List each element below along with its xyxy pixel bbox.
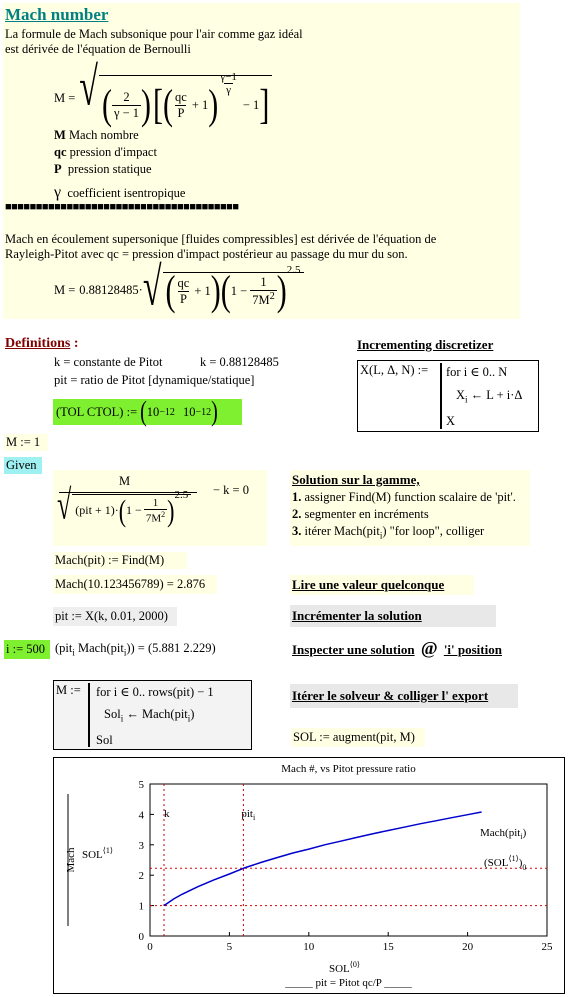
x-axis-label-2: _____ pit = Pitot qc/P _____ [285,977,412,989]
y-tick-label: 1 [138,900,144,913]
x-tick-label: 0 [147,941,153,953]
text: Mach nombre [68,128,139,142]
discretizer-return: X [446,414,456,428]
pit-assignment[interactable]: pit := X(k, 0.01, 2000) [53,607,177,626]
text: pression statique [67,162,152,176]
x-axis-label: $SOL^{⟨0⟩}$ [328,960,361,975]
den: P [177,106,185,120]
inspect-sub-1: i [72,647,75,658]
m-loop-return: Sol [96,733,113,747]
num: 1 [260,274,267,289]
discretizer-assign [456,388,522,405]
one-over-7m2 [250,275,277,308]
den: P [179,292,187,306]
num: qc [175,90,187,104]
inspect-sub-2: i [123,647,127,658]
num: 1 [152,497,159,509]
subsonic-formula [54,58,272,138]
one-minus: 1 − [230,284,248,298]
k-value: k = 0.88128485 [200,355,279,369]
den: γ − 1 [113,106,140,120]
den-sup: 2 [269,290,275,302]
incrementer-label: Incrémenter la solution [290,605,496,627]
at-symbol: @ [420,638,438,658]
super-line-1: Mach en écoulement supersonique [fluides compressibles] est dérivée de l'équation de [5,232,437,246]
find-definition[interactable]: Mach(pit) := Find(M) [53,552,187,569]
mach-curve [164,812,482,906]
def-gamma [54,184,185,202]
iterer-label: Itérer le solveur & colliger l' export [290,684,518,708]
inspect-mid: Mach(pit [74,641,124,655]
solution-panel [290,470,530,546]
solution-step-1 [292,490,516,505]
mach-chart [54,758,564,993]
sqrt [79,58,272,128]
formula2-lhs: M = [54,282,76,297]
solution-step-3 [292,524,484,541]
exponent [218,71,239,96]
formula2-coef: 0.88128485· [79,282,143,297]
step-number: 1. [292,490,302,504]
inspect-result: )) = (5.881 2.229) [126,641,216,655]
den: γ [226,84,232,96]
inspecter-label [292,638,502,659]
y-axis-label: Mach [65,847,77,873]
plus-one: + 1 [191,98,209,112]
def-qc [54,145,157,160]
formula-lhs: M = [54,90,76,105]
inspect-tail: 'i' position [443,642,502,657]
sym: qc [54,145,67,159]
sol-rhs-sub: i [187,713,191,724]
assign-rhs: ← L + i·Δ [470,388,523,402]
exponent: 2.5 [286,263,301,276]
radical-sign: √ [79,58,98,118]
minus-one: − 1 [242,98,260,112]
y-axis-label-2: $SOL^{⟨1⟩}$ [82,846,114,861]
section-title: Mach number [5,5,109,24]
colon: : [73,336,79,351]
plus-one: + 1 [194,284,211,298]
tolerance-assignment[interactable]: (TOL CTOL) := ( 10 −12 10 −12 ) [53,399,242,425]
assign-var: X [456,388,466,402]
m-loop-assign: Sol$_i$ ← Mach(pit$_i$) [104,707,195,724]
step-tail: ) "for loop", colliger [382,524,485,538]
program-bar [88,683,90,747]
qc-over-p [173,90,189,121]
incrementing-title: Incrementing discretizer [357,337,494,352]
tol-val-1: 10 [146,404,160,419]
eq-sqrt-body: (pit + 1)· ( 1 − $\frac{1}{7M^2}$ ) 2.5 [72,494,191,525]
lire-label: Lire une valeur quelconque [290,575,474,595]
num: 2 [123,90,130,104]
program-bar [440,363,442,429]
tol-exp-1: −12 [159,406,175,418]
supersonic-formula [54,257,304,318]
sqrt-body: ( $\frac{2}{\gamma - 1}$ ) [ ( $\frac{qc}{P}$ + 1 ) $\frac{\gamma-1}{\gamma}$ − 1 ] [99,75,272,121]
solve-equation[interactable] [53,470,267,546]
marker-vline-label: k [163,808,170,820]
x-tick-label: 20 [462,941,474,953]
solution-step-2 [292,507,429,522]
legend-mach: Mach(pit$_i$) [480,827,527,841]
chart-title: Mach #, vs Pitot pressure ratio [281,763,416,775]
eq-sqrt [57,481,191,529]
eq-pit: (pit + 1)· [75,503,119,518]
y-tick-label: 3 [138,839,144,852]
sym: P [54,162,62,176]
den-text: 7M [145,512,162,525]
radical-sign: √ [57,481,72,529]
num: γ−1 [220,71,237,83]
step-sub: i [379,530,383,541]
den [144,509,167,525]
qc-over-p-2 [176,276,192,307]
y-tick-label: 4 [138,809,144,822]
sym: γ [54,184,62,201]
def-M [54,128,139,143]
def-P [54,162,152,177]
discretizer-lhs: X(L, Δ, N) := [360,363,429,377]
eq-numerator: M [119,474,131,488]
sym: M [54,128,66,142]
y-tick-label: 2 [138,870,144,883]
intro-line-1: La formule de Mach subsonique pour l'air comme gaz idéal [5,27,303,41]
text: coefficient isentropique [67,186,186,200]
inspect-expression [55,641,216,658]
eq-exp: 2.5 [174,488,189,501]
legend-sol: $(SOL^{⟨1⟩})_0$ [484,854,527,872]
eq-frac [144,497,167,525]
super-line-2: Rayleigh-Pitot avec qc = pression d'impact postérieur au passage du mur du son. [5,247,408,261]
solution-title: Solution sur la gamme, [292,472,420,487]
two-over-gamma [112,90,141,121]
inspect-open: (pit [55,641,73,655]
den [250,290,277,308]
text: pression d'impact [69,145,157,159]
chart-frame [53,757,565,994]
assign-sub: i [465,394,468,405]
x-tick-label: 5 [226,941,233,953]
eq-rhs: − k = 0 [213,483,249,497]
step-number: 3. [292,524,302,538]
sol-rhs: ← Mach(pit [126,707,188,721]
step-text: itérer Mach(pit [301,524,380,538]
m-loop-for: for i ∈ 0.. rows(pit) − 1 [96,685,214,699]
num: qc [177,276,190,290]
k-definition: k = constante de Pitot [54,355,163,369]
m-loop-lhs: M := [56,683,81,697]
discretizer-program[interactable] [357,360,539,432]
mach-evaluation[interactable]: Mach(10.123456789) = 2.876 [53,575,217,594]
inspect-text: Inspecter une solution [292,642,415,657]
given-keyword[interactable]: Given [4,457,42,474]
den-sup: 2 [161,510,166,519]
den-text: 7M [252,293,270,308]
m-init[interactable]: M := 1 [4,434,48,451]
discretizer-for: for i ∈ 0.. N [446,365,508,379]
definitions-heading [5,336,79,352]
sol-sub: i [120,713,124,724]
separator: ■■■■■■■■■■■■■■■■■■■■■■■■■■■■■■■■■■■■■■ [5,201,239,213]
x-tick-label: 15 [382,941,394,953]
step-text: segmenter en incréments [301,507,429,521]
tol-val-2: 10 [182,404,196,419]
sol-var: Sol [104,707,121,721]
y-tick-label: 5 [138,779,144,791]
x-tick-label: 10 [303,941,315,953]
step-text: assigner Find(M) function scalaire de 'pit'. [301,490,516,504]
sqrt2 [142,257,304,318]
y-tick-label: 0 [138,931,144,943]
sqrt2-body: ( $\frac{qc}{P}$ + 1 ) ( 1 − $\frac{1}{7M^2}$ ) 2.5 [163,272,304,308]
tol-lhs: (TOL CTOL) := [56,404,138,419]
pit-definition: pit = ratio de Pitot [dynamique/statique] [54,373,255,387]
definitions-title: Definitions [5,336,71,351]
i-assignment[interactable]: i := 500 [4,640,50,659]
marker-vline-label: pit$_i$ [241,808,256,822]
radical-sign: √ [142,257,162,318]
augment-assignment[interactable]: SOL := augment(pit, M) [291,728,425,747]
step-number: 2. [292,507,302,521]
x-tick-label: 25 [541,941,553,953]
tol-exp-2: −12 [195,406,212,418]
intro-line-2: est dérivée de l'équation de Bernoulli [5,42,191,56]
m-loop-program[interactable] [53,680,252,750]
eq-one: 1 − [126,503,142,518]
eq-denominator [57,481,191,529]
